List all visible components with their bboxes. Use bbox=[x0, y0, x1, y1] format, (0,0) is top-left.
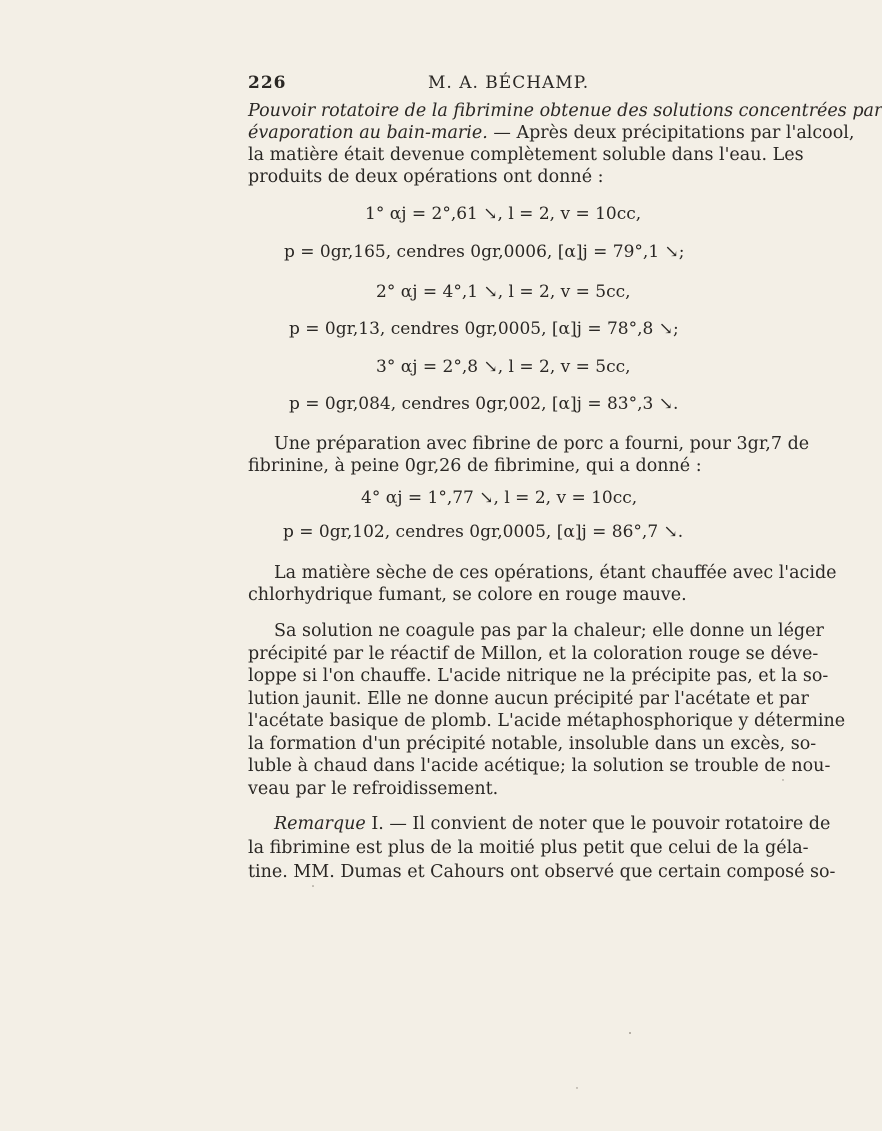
remark-line-2: la fibrimine est plus de la moitié plus petit que celui de la géla- bbox=[248, 838, 809, 858]
intro-line-3: la matière était devenue complètement soluble dans l'eau. Les bbox=[248, 145, 804, 165]
paragraph-3-line-4: lution jaunit. Elle ne donne aucun précipité par l'acétate et par bbox=[248, 688, 809, 709]
intro-line-1: Pouvoir rotatoire de la fibrimine obtenue des solutions concentrées par bbox=[248, 101, 882, 121]
remark-text: I. — Il convient de noter que le pouvoir rotatoire de bbox=[371, 814, 831, 834]
measurement-2-line-2: p = 0gr,13, cendres 0gr,0005, [α]j = 78°,8 ↘; bbox=[289, 319, 679, 339]
preparation-line-1: Une préparation avec fibrine de porc a fourni, pour 3gr,7 de bbox=[274, 434, 810, 454]
paragraph-3-line-3: loppe si l'on chauffe. L'acide nitrique ne la précipite pas, et la so- bbox=[248, 666, 829, 686]
measurement-1-line-1: 1° αj = 2°,61 ↘, l = 2, v = 10cc, bbox=[365, 204, 642, 224]
paragraph-3-line-6: la formation d'un précipité notable, insoluble dans un excès, so- bbox=[248, 733, 817, 754]
intro-title-italic-end: évaporation au bain-marie. bbox=[248, 123, 494, 143]
paragraph-3-line-2: précipité par le réactif de Millon, et la coloration rouge se déve- bbox=[248, 643, 819, 664]
measurement-2-line-1: 2° αj = 4°,1 ↘, l = 2, v = 5cc, bbox=[376, 282, 631, 302]
paragraph-3-line-8: veau par le refroidissement. bbox=[248, 778, 499, 799]
paragraph-2-line-2: chlorhydrique fumant, se colore en rouge mauve. bbox=[248, 585, 687, 605]
paragraph-3-line-1: Sa solution ne coagule pas par la chaleur; elle donne un léger bbox=[274, 621, 824, 641]
paragraph-3-line-5: l'acétate basique de plomb. L'acide métaphosphorique y détermine bbox=[248, 711, 846, 731]
measurement-3-line-1: 3° αj = 2°,8 ↘, l = 2, v = 5cc, bbox=[376, 357, 631, 377]
preparation-line-2: fibrinine, à peine 0gr,26 de fibrimine, qui a donné : bbox=[248, 456, 702, 476]
remark-line-3: tine. MM. Dumas et Cahours ont observé que certain composé so- bbox=[248, 862, 836, 882]
measurement-1-line-2: p = 0gr,165, cendres 0gr,0006, [α]j = 79°,1 ↘; bbox=[284, 242, 685, 262]
paragraph-2-line-1: La matière sèche de ces opérations, étant chauffée avec l'acide bbox=[274, 563, 837, 583]
intro-line-4: produits de deux opérations ont donné : bbox=[248, 167, 604, 187]
intro-text: — Après deux précipitations par l'alcool, bbox=[493, 123, 855, 143]
remark-label: Remarque bbox=[274, 814, 372, 834]
measurement-3-line-2: p = 0gr,084, cendres 0gr,002, [α]j = 83°,3 ↘. bbox=[289, 394, 679, 414]
paragraph-3-line-7: luble à chaud dans l'acide acétique; la solution se trouble de nou- bbox=[248, 756, 831, 776]
measurement-4-line-1: 4° αj = 1°,77 ↘, l = 2, v = 10cc, bbox=[361, 488, 638, 508]
measurement-4-line-2: p = 0gr,102, cendres 0gr,0005, [α]j = 86°,7 ↘. bbox=[283, 522, 684, 542]
running-title: M. A. BÉCHAMP. bbox=[428, 73, 590, 93]
page-number: 226 bbox=[248, 73, 287, 93]
